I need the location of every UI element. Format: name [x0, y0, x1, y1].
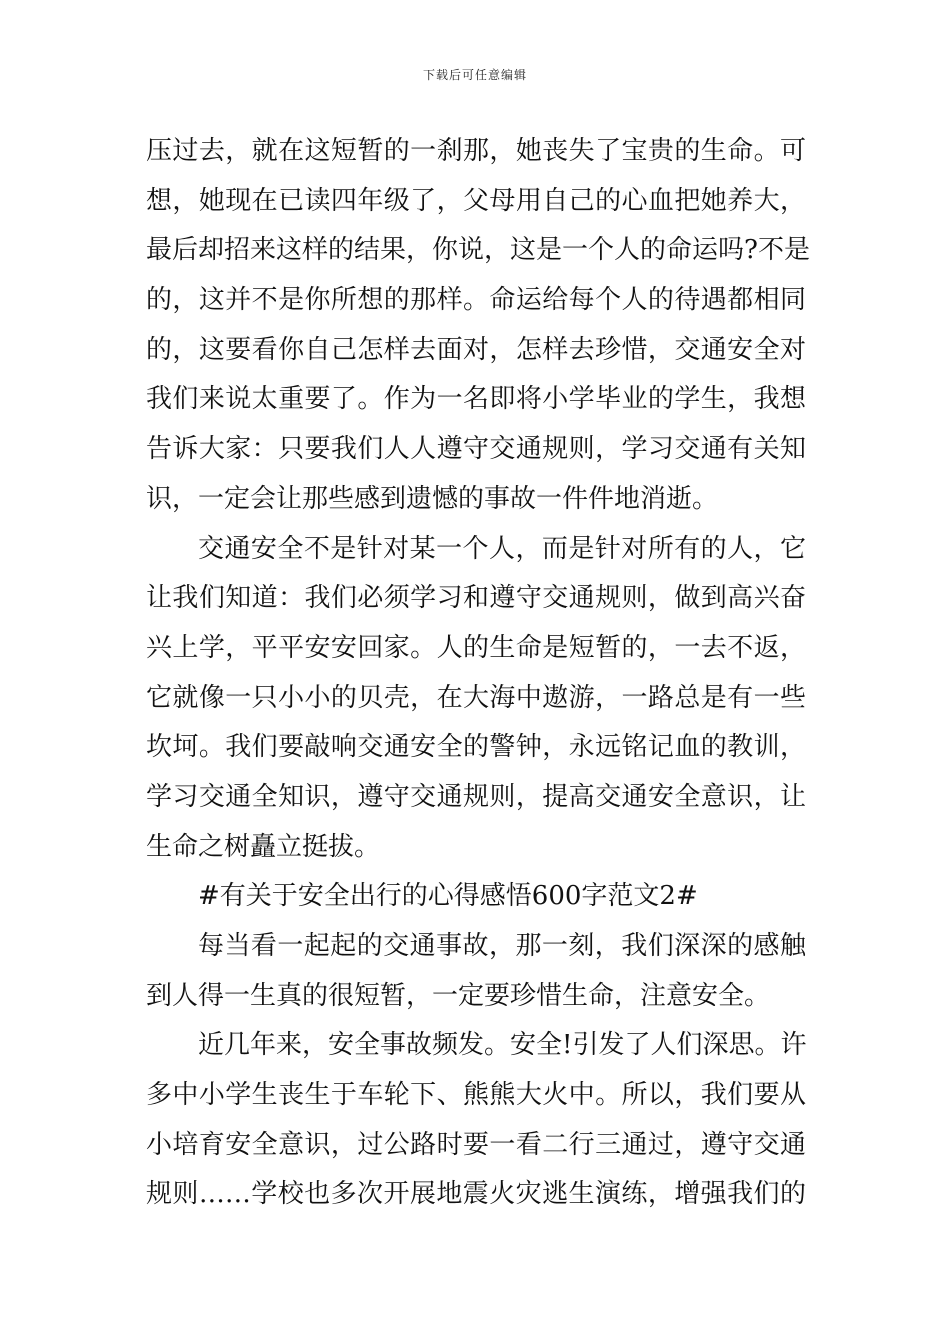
text-line: 压过去，就在这短暂的一刹那，她丧失了宝贵的生命。可 — [146, 136, 806, 166]
text-line: 的，这并不是你所想的那样。命运给每个人的待遇都相同 — [146, 285, 806, 316]
text-line: 坎坷。我们要敲响交通安全的警钟，永远铭记血的教训， — [146, 732, 806, 763]
text-line: 它就像一只小小的贝壳，在大海中遨游，一路总是有一些 — [146, 682, 806, 713]
text-line: 让我们知道：我们必须学习和遵守交通规则，做到高兴奋 — [146, 583, 806, 614]
text-line: 兴上学，平平安安回家。人的生命是短暂的，一去不返， — [146, 632, 806, 663]
text-line: 规则……学校也多次开展地震火灾逃生演练，增强我们的 — [146, 1179, 806, 1210]
text-line: 小培育安全意识，过公路时要一看二行三通过，遵守交通 — [146, 1129, 806, 1160]
text-line: 最后却招来这样的结果，你说，这是一个人的命运吗?不是 — [146, 235, 810, 266]
text-line: 每当看一起起的交通事故，那一刻，我们深深的感触 — [198, 931, 806, 961]
text-line: 识，一定会让那些感到遗憾的事故一件件地消逝。 — [146, 483, 719, 514]
text-line: 告诉大家：只要我们人人遵守交通规则，学习交通有关知 — [146, 434, 806, 465]
section-heading: #有关于安全出行的心得感悟600字范文2# — [198, 881, 698, 912]
text-line: 生命之树矗立挺拔。 — [146, 831, 381, 862]
text-line: 的，这要看你自己怎样去面对，怎样去珍惜，交通安全对 — [146, 334, 806, 365]
text-line: 我们来说太重要了。作为一名即将小学毕业的学生，我想 — [146, 384, 806, 415]
header-note: 下载后可任意编辑 — [422, 68, 527, 82]
text-line: 到人得一生真的很短暂，一定要珍惜生命，注意安全。 — [146, 980, 771, 1011]
text-line: 多中小学生丧生于车轮下、熊熊大火中。所以，我们要从 — [146, 1080, 806, 1111]
text-line: 交通安全不是针对某一个人，而是针对所有的人，它 — [198, 533, 806, 564]
text-line: 想，她现在已读四年级了，父母用自己的心血把她养大， — [146, 185, 806, 216]
document-body — [146, 127, 810, 1220]
text-line: 学习交通全知识，遵守交通规则，提高交通安全意识，让 — [146, 781, 806, 812]
text-line: 近几年来，安全事故频发。安全!引发了人们深思。许 — [198, 1030, 807, 1061]
